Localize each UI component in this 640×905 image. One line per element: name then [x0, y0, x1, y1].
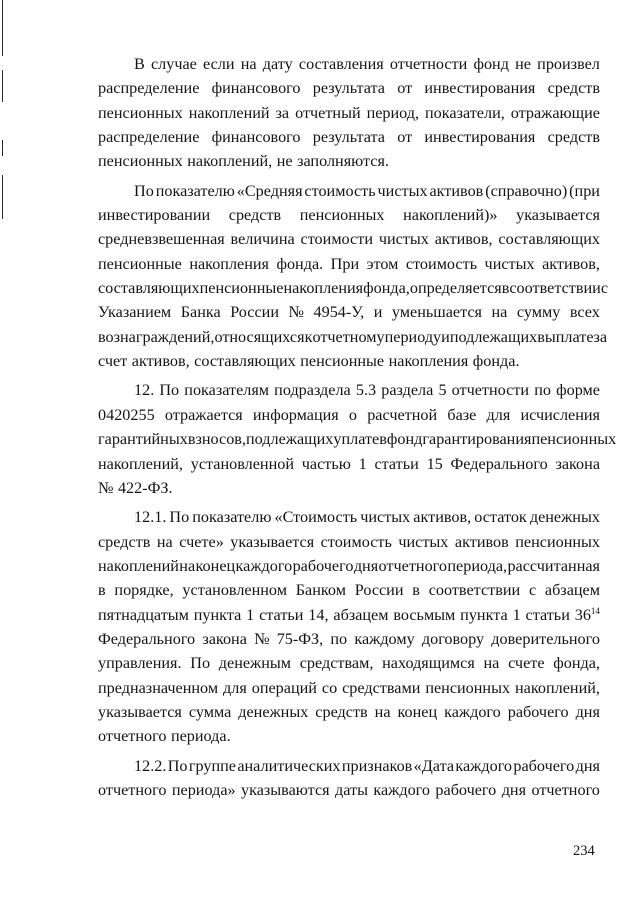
- word: в: [501, 279, 510, 298]
- word: «Дата: [413, 756, 455, 775]
- word: средств: [98, 532, 151, 551]
- word: группе: [188, 756, 236, 775]
- word: показатели,: [425, 103, 505, 122]
- word: накопления: [283, 279, 364, 298]
- word: чистых: [484, 254, 535, 273]
- word: по: [330, 629, 348, 648]
- word: Банком: [295, 581, 346, 600]
- word: указывается: [98, 702, 182, 721]
- word: закона: [555, 454, 600, 473]
- word: Указанием: [98, 303, 172, 322]
- word: пенсионных: [425, 678, 511, 697]
- word: для: [486, 405, 511, 424]
- word: финансового: [211, 79, 301, 98]
- word: порядке,: [114, 581, 174, 600]
- word: не: [515, 55, 531, 73]
- text-line: [98, 452, 600, 476]
- text-line: [98, 700, 600, 724]
- word: чистых: [398, 532, 449, 551]
- text-line: [98, 149, 600, 173]
- word: России: [354, 581, 404, 600]
- word: дня: [575, 756, 600, 775]
- word: 1: [358, 454, 367, 473]
- word: «Стоимость: [274, 508, 358, 527]
- word: отчетного: [531, 780, 600, 799]
- word: накоплений,: [515, 678, 600, 697]
- word: По: [134, 181, 154, 200]
- word: активов,: [542, 254, 600, 273]
- word: период,: [366, 103, 420, 122]
- word: рабочего: [513, 756, 575, 775]
- word: фонда.: [472, 352, 520, 371]
- text-line: [98, 325, 608, 349]
- word: стоимость: [320, 532, 392, 551]
- paragraph: [98, 52, 600, 174]
- word: отчетного: [98, 780, 167, 799]
- word: каждому: [354, 629, 415, 648]
- word: отчетному: [312, 327, 385, 346]
- word: в: [98, 581, 106, 600]
- word: 75-ФЗ,: [276, 629, 324, 648]
- word: подлежащих: [449, 327, 538, 346]
- text-line: [98, 403, 600, 427]
- word: с: [528, 581, 537, 600]
- word: в: [412, 581, 420, 600]
- word: соответствии: [428, 581, 521, 600]
- word: В: [134, 55, 145, 73]
- word: составляющих: [194, 352, 296, 371]
- word: России: [230, 303, 279, 322]
- word: средствам,: [299, 654, 374, 673]
- word: пункта: [460, 605, 508, 624]
- word: стоимости: [300, 230, 373, 249]
- word: гарантирования: [422, 430, 532, 449]
- word: восьмым: [393, 605, 456, 624]
- word: активов: [429, 181, 484, 200]
- word: $36^{14}$: [574, 605, 600, 624]
- word: средств: [547, 79, 600, 98]
- word: договору: [421, 629, 485, 648]
- word: на: [491, 303, 508, 322]
- word: закона: [202, 629, 247, 648]
- word: установленном: [182, 581, 287, 600]
- word: рабочего: [435, 780, 497, 799]
- word: финансового: [211, 128, 301, 147]
- word: статьи: [259, 605, 304, 624]
- text-line: [98, 76, 600, 100]
- word: признаков: [341, 756, 413, 775]
- word: фонда,: [553, 654, 600, 673]
- word: По: [159, 381, 180, 400]
- word: рабочего: [507, 702, 569, 721]
- word: от: [397, 79, 413, 98]
- word: периода,: [447, 556, 508, 575]
- text-line: [98, 603, 600, 627]
- word: информация: [252, 405, 339, 424]
- word: активов,: [131, 352, 190, 371]
- scan-margin-mark: [2, 70, 3, 102]
- word: для: [223, 678, 247, 697]
- word: 5.3: [355, 381, 377, 400]
- word: периоду: [384, 327, 442, 346]
- word: относящихся: [214, 327, 305, 346]
- word: 12.1.: [134, 508, 167, 527]
- word: счете»: [179, 532, 224, 551]
- word: исчисления: [520, 405, 600, 424]
- text-line: [134, 754, 600, 778]
- word: сумму: [516, 303, 561, 322]
- word: распределение: [98, 79, 200, 98]
- word: и: [373, 303, 383, 322]
- word: (при: [569, 181, 600, 200]
- text-line: [98, 252, 600, 276]
- word: пенсионные: [300, 352, 385, 371]
- text-line: [98, 476, 600, 500]
- word: пенсионных: [98, 152, 183, 171]
- word: и: [441, 327, 450, 346]
- word: отчетного: [378, 556, 447, 575]
- word: уменьшается: [391, 303, 482, 322]
- word: за: [593, 327, 608, 346]
- word: Банка: [180, 303, 221, 322]
- word: вознаграждений,: [98, 327, 215, 346]
- paragraph: [98, 378, 617, 500]
- superscript: 14: [590, 605, 600, 616]
- word: фонд: [473, 55, 509, 73]
- word: установленной: [190, 454, 294, 473]
- text-line: [98, 778, 600, 802]
- word: инвестирования: [424, 128, 536, 147]
- word: от: [397, 128, 413, 147]
- word: взносов,: [187, 430, 246, 449]
- word: находящимся: [382, 654, 475, 673]
- word: указывается: [516, 206, 600, 225]
- word: на: [240, 55, 257, 73]
- text-line: [98, 227, 600, 251]
- word: произвел: [537, 55, 600, 73]
- word: счет: [98, 352, 128, 371]
- word: пункта: [193, 605, 242, 624]
- word: конец: [397, 702, 438, 721]
- word: статьи: [525, 605, 570, 624]
- word: дня: [501, 780, 527, 799]
- word: на: [156, 532, 173, 551]
- word: денежным: [218, 654, 292, 673]
- word: каждого: [444, 702, 501, 721]
- word: накопления: [388, 352, 469, 371]
- word: накоплений: [98, 556, 179, 575]
- word: пенсионных: [299, 206, 385, 225]
- text-line: [134, 52, 600, 76]
- word: статьи: [374, 454, 419, 473]
- word: 1: [512, 605, 521, 624]
- scan-margin-mark: [2, 140, 3, 156]
- word: остаток: [474, 508, 527, 527]
- word: форме: [556, 381, 600, 400]
- word: соответствии: [509, 279, 601, 298]
- word: заполняются.: [297, 152, 389, 171]
- word: за: [275, 103, 290, 122]
- word: управления.: [98, 654, 182, 673]
- word: сумма: [188, 702, 232, 721]
- word: составляющих: [98, 279, 200, 298]
- word: базе: [447, 405, 477, 424]
- word: каждого: [455, 756, 513, 775]
- word: По: [169, 508, 190, 527]
- word: (справочно): [485, 181, 568, 200]
- word: пенсионные: [98, 254, 182, 273]
- word: Федерального: [450, 454, 548, 473]
- text-line: [98, 349, 600, 373]
- word: Федерального: [98, 629, 196, 648]
- word: фонда.: [276, 254, 324, 273]
- word: чистых: [360, 508, 411, 527]
- word: денежных: [238, 702, 309, 721]
- word: даты: [335, 780, 368, 799]
- word: 422-ФЗ.: [117, 478, 173, 497]
- text-line: [98, 427, 617, 451]
- word: №: [98, 478, 114, 497]
- word: При: [330, 254, 360, 273]
- word: случае: [150, 55, 197, 73]
- word: дату: [262, 55, 293, 73]
- word: если: [203, 55, 235, 73]
- text-line: [98, 554, 600, 578]
- word: каждого: [373, 780, 431, 799]
- word: отчетности: [389, 55, 468, 73]
- word: абзацем: [333, 605, 389, 624]
- word: 4954-У,: [313, 303, 365, 322]
- word: о: [348, 405, 358, 424]
- word: доверительного: [491, 629, 600, 648]
- word: конец: [195, 556, 236, 575]
- text-line: [134, 378, 600, 402]
- text-line: [98, 676, 600, 700]
- word: чистых: [377, 181, 428, 200]
- text-line: [98, 530, 600, 554]
- word: 1: [246, 605, 255, 624]
- word: на: [374, 702, 391, 721]
- word: денежных: [529, 508, 600, 527]
- text-line: [98, 627, 600, 651]
- word: активов: [454, 532, 509, 551]
- word: средств: [228, 206, 282, 225]
- word: пенсионные: [199, 279, 284, 298]
- word: накоплений,: [187, 152, 273, 171]
- word: выплате: [537, 327, 594, 346]
- word: с: [600, 279, 609, 298]
- word: предназначенном: [98, 678, 219, 697]
- word: результата: [312, 128, 385, 147]
- word: средств: [547, 128, 600, 147]
- word: средств: [315, 702, 368, 721]
- word: величина: [230, 230, 295, 249]
- word: отчетного: [98, 727, 167, 746]
- word: средневзвешенная: [98, 230, 225, 249]
- word: №: [288, 303, 304, 322]
- text-line: [134, 179, 600, 203]
- word: этом: [366, 254, 399, 273]
- word: фонд: [386, 430, 423, 449]
- word: 15: [426, 454, 443, 473]
- word: результата: [312, 79, 385, 98]
- word: инвестирования: [424, 79, 536, 98]
- word: показателю: [192, 508, 272, 527]
- word: дня: [575, 702, 600, 721]
- word: раздела: [381, 381, 434, 400]
- word: накоплений,: [98, 454, 183, 473]
- text-line: [98, 101, 600, 125]
- word: периода»: [171, 780, 236, 799]
- text-line: [134, 505, 600, 529]
- word: к: [304, 327, 313, 346]
- word: активов,: [434, 230, 493, 249]
- word: определяется: [409, 279, 502, 298]
- word: со: [321, 678, 338, 697]
- text-line: [98, 578, 600, 602]
- word: распределение: [98, 128, 200, 147]
- word: чистых: [378, 230, 429, 249]
- word: пенсионных: [531, 430, 617, 449]
- word: составления: [298, 55, 384, 73]
- word: указывается: [230, 532, 315, 551]
- word: пенсионных: [98, 103, 183, 122]
- word: 0420255: [98, 405, 155, 424]
- word: №: [254, 629, 270, 648]
- word: не: [276, 152, 293, 171]
- text-line: [98, 203, 600, 227]
- word: указываются: [241, 780, 330, 799]
- word: расчетной: [367, 405, 438, 424]
- word: отчетности: [451, 381, 530, 400]
- word: 5: [438, 381, 447, 400]
- text-line: [98, 300, 600, 324]
- word: пенсионных: [515, 532, 600, 551]
- word: частью: [301, 454, 351, 473]
- word: фонда,: [363, 279, 410, 298]
- word: подраздела: [274, 381, 351, 400]
- text-line: [98, 125, 600, 149]
- paragraph: [98, 505, 600, 748]
- word: составляющих: [498, 230, 600, 249]
- word: каждого: [235, 556, 293, 575]
- word: накоплений: [188, 103, 270, 122]
- word: отчетный: [295, 103, 361, 122]
- word: периода.: [170, 727, 231, 746]
- word: накопления: [189, 254, 269, 273]
- word: 12.: [134, 381, 155, 400]
- word: в: [379, 430, 387, 449]
- word: пятнадцатым: [98, 605, 189, 624]
- word: средствами: [342, 678, 421, 697]
- word: «Средняя: [236, 181, 303, 200]
- word: накоплений)»: [403, 206, 498, 225]
- word: рабочего: [292, 556, 354, 575]
- word: 14,: [308, 605, 329, 624]
- word: 12.2.: [134, 756, 167, 775]
- word: абзацем: [544, 581, 600, 600]
- word: по: [534, 381, 551, 400]
- word: счете: [508, 654, 545, 673]
- text-line: [98, 651, 600, 675]
- word: на: [483, 654, 500, 673]
- word: аналитических: [237, 756, 341, 775]
- word: уплате: [333, 430, 380, 449]
- word: подлежащих: [245, 430, 334, 449]
- word: гарантийных: [98, 430, 188, 449]
- word: отражающие: [510, 103, 600, 122]
- word: активов,: [413, 508, 472, 527]
- word: По: [167, 756, 188, 775]
- word: показателю: [155, 181, 235, 200]
- word: отражается: [164, 405, 243, 424]
- paragraph: [98, 754, 600, 803]
- word: показателям: [184, 381, 270, 400]
- word: стоимость: [405, 254, 478, 273]
- text-line: [98, 724, 600, 748]
- scan-margin-mark: [2, 0, 3, 56]
- word: на: [179, 556, 196, 575]
- page-number: 234: [573, 843, 595, 859]
- word: дня: [353, 556, 379, 575]
- text-line: [98, 276, 609, 300]
- body-text: [98, 52, 617, 802]
- word: всех: [569, 303, 600, 322]
- word: По: [190, 654, 211, 673]
- word: операций: [251, 678, 317, 697]
- paragraph: [98, 179, 609, 374]
- word: инвестировании: [98, 206, 211, 225]
- word: стоимость: [304, 181, 376, 200]
- scan-margin-mark: [2, 175, 3, 219]
- word: рассчитанная: [507, 556, 600, 575]
